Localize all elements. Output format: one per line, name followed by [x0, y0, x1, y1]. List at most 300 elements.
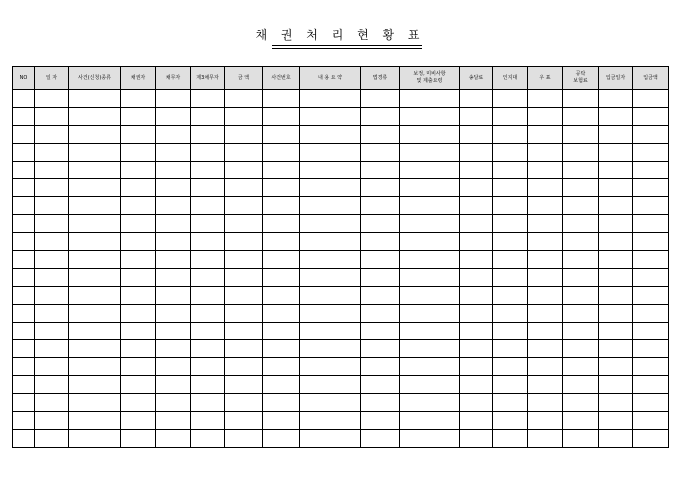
table-cell	[493, 268, 528, 286]
table-cell	[361, 340, 400, 358]
table-cell	[361, 90, 400, 108]
table-cell	[460, 251, 493, 269]
table-cell	[263, 233, 300, 251]
table-cell	[225, 251, 263, 269]
table-row	[13, 304, 669, 322]
col-header: 공탁 보험료	[563, 67, 599, 90]
table-cell	[191, 286, 225, 304]
table-cell	[263, 90, 300, 108]
table-cell	[563, 412, 599, 430]
table-cell	[460, 197, 493, 215]
table-row	[13, 179, 669, 197]
table-cell	[563, 268, 599, 286]
col-header: 사건번호	[263, 67, 300, 90]
table-cell	[633, 429, 669, 447]
table-cell	[69, 161, 121, 179]
table-cell	[156, 394, 191, 412]
table-cell	[13, 322, 35, 340]
table-cell	[263, 412, 300, 430]
table-cell	[121, 322, 156, 340]
table-cell	[460, 304, 493, 322]
table-cell	[263, 322, 300, 340]
table-cell	[599, 233, 633, 251]
table-row	[13, 197, 669, 215]
table-row	[13, 90, 669, 108]
table-cell	[263, 358, 300, 376]
table-cell	[400, 179, 460, 197]
table-cell	[263, 394, 300, 412]
table-cell	[69, 394, 121, 412]
table-cell	[191, 90, 225, 108]
table-row	[13, 429, 669, 447]
table-cell	[121, 251, 156, 269]
table-cell	[69, 322, 121, 340]
table-cell	[528, 161, 563, 179]
table-cell	[460, 179, 493, 197]
table-cell	[599, 251, 633, 269]
table-cell	[156, 233, 191, 251]
table-cell	[460, 376, 493, 394]
table-row	[13, 286, 669, 304]
table-cell	[400, 215, 460, 233]
table-cell	[35, 304, 69, 322]
col-header: 채권자	[121, 67, 156, 90]
table-cell	[633, 179, 669, 197]
table-cell	[69, 125, 121, 143]
table-cell	[361, 304, 400, 322]
table-cell	[35, 197, 69, 215]
table-cell	[300, 340, 361, 358]
table-cell	[528, 358, 563, 376]
table-cell	[599, 322, 633, 340]
table-cell	[69, 358, 121, 376]
table-cell	[13, 304, 35, 322]
col-header: 인지대	[493, 67, 528, 90]
table-cell	[633, 286, 669, 304]
table-cell	[400, 358, 460, 376]
table-cell	[300, 268, 361, 286]
table-cell	[300, 412, 361, 430]
table-cell	[563, 322, 599, 340]
table-cell	[300, 394, 361, 412]
table-cell	[300, 125, 361, 143]
table-cell	[121, 412, 156, 430]
table-cell	[69, 340, 121, 358]
table-cell	[361, 268, 400, 286]
table-cell	[191, 215, 225, 233]
table-cell	[528, 179, 563, 197]
table-cell	[528, 429, 563, 447]
table-row	[13, 251, 669, 269]
table-cell	[400, 340, 460, 358]
table-cell	[156, 161, 191, 179]
table-cell	[361, 394, 400, 412]
table-cell	[300, 90, 361, 108]
table-cell	[156, 251, 191, 269]
table-cell	[599, 90, 633, 108]
table-cell	[563, 143, 599, 161]
table-cell	[460, 286, 493, 304]
table-cell	[13, 143, 35, 161]
table-cell	[191, 143, 225, 161]
table-cell	[633, 268, 669, 286]
table-cell	[156, 125, 191, 143]
table-cell	[563, 233, 599, 251]
table-cell	[35, 215, 69, 233]
table-cell	[633, 161, 669, 179]
table-cell	[13, 179, 35, 197]
title-underline	[272, 45, 422, 46]
table-cell	[191, 125, 225, 143]
table-cell	[460, 107, 493, 125]
table-cell	[35, 179, 69, 197]
table-cell	[35, 161, 69, 179]
table-cell	[460, 215, 493, 233]
table-cell	[563, 90, 599, 108]
table-row	[13, 358, 669, 376]
table-cell	[300, 107, 361, 125]
table-cell	[156, 90, 191, 108]
table-cell	[35, 251, 69, 269]
table-cell	[528, 215, 563, 233]
table-cell	[493, 304, 528, 322]
table-cell	[263, 251, 300, 269]
table-cell	[13, 90, 35, 108]
table-cell	[493, 107, 528, 125]
table-cell	[13, 376, 35, 394]
table-cell	[35, 322, 69, 340]
table-cell	[599, 358, 633, 376]
table-cell	[69, 143, 121, 161]
table-cell	[191, 322, 225, 340]
table-cell	[361, 286, 400, 304]
table-cell	[633, 107, 669, 125]
table-row	[13, 125, 669, 143]
table-cell	[493, 251, 528, 269]
table-cell	[633, 90, 669, 108]
table-row	[13, 376, 669, 394]
table-cell	[121, 107, 156, 125]
table-cell	[599, 304, 633, 322]
table-cell	[633, 358, 669, 376]
table-cell	[225, 358, 263, 376]
page-title: 채 권 처 리 현 황 표	[255, 28, 425, 42]
table-cell	[69, 429, 121, 447]
table-cell	[121, 358, 156, 376]
table-cell	[35, 412, 69, 430]
table-cell	[35, 376, 69, 394]
table-cell	[633, 251, 669, 269]
table-cell	[563, 107, 599, 125]
table-cell	[528, 143, 563, 161]
col-header: 사건(신청)종류	[69, 67, 121, 90]
table-row	[13, 394, 669, 412]
table-cell	[156, 304, 191, 322]
table-cell	[225, 268, 263, 286]
table-cell	[35, 143, 69, 161]
table-cell	[493, 90, 528, 108]
table-cell	[400, 304, 460, 322]
table-cell	[493, 125, 528, 143]
table-cell	[13, 125, 35, 143]
table-cell	[225, 107, 263, 125]
table-cell	[225, 215, 263, 233]
table-cell	[563, 429, 599, 447]
table-cell	[191, 268, 225, 286]
table-cell	[69, 197, 121, 215]
table-cell	[13, 233, 35, 251]
table-cell	[633, 322, 669, 340]
table-cell	[528, 322, 563, 340]
table-cell	[599, 143, 633, 161]
table-cell	[460, 90, 493, 108]
table-cell	[69, 233, 121, 251]
table-cell	[156, 107, 191, 125]
table-cell	[400, 251, 460, 269]
table-cell	[156, 179, 191, 197]
table-cell	[633, 143, 669, 161]
table-cell	[528, 90, 563, 108]
table-cell	[263, 161, 300, 179]
table-cell	[13, 394, 35, 412]
title-double-underline	[272, 48, 422, 49]
table-cell	[13, 412, 35, 430]
table-cell	[633, 394, 669, 412]
table-cell	[400, 143, 460, 161]
table-cell	[528, 107, 563, 125]
table-cell	[493, 143, 528, 161]
table-cell	[300, 161, 361, 179]
table-cell	[121, 286, 156, 304]
table-cell	[121, 215, 156, 233]
table-cell	[69, 268, 121, 286]
table-header-row	[13, 67, 669, 90]
table-cell	[599, 161, 633, 179]
table-cell	[460, 161, 493, 179]
table-cell	[13, 358, 35, 376]
table-cell	[263, 376, 300, 394]
table-row	[13, 233, 669, 251]
table-cell	[121, 268, 156, 286]
table-cell	[156, 215, 191, 233]
table-cell	[528, 197, 563, 215]
table-cell	[400, 429, 460, 447]
table-cell	[156, 322, 191, 340]
table-cell	[225, 161, 263, 179]
col-header: 일 자	[35, 67, 69, 90]
col-header: 내 용 요 약	[300, 67, 361, 90]
table-cell	[156, 358, 191, 376]
table-cell	[156, 197, 191, 215]
table-cell	[13, 107, 35, 125]
table-cell	[400, 197, 460, 215]
table-cell	[225, 197, 263, 215]
table-cell	[300, 215, 361, 233]
table-cell	[35, 90, 69, 108]
table-cell	[460, 233, 493, 251]
table-cell	[121, 161, 156, 179]
table-cell	[263, 340, 300, 358]
table-cell	[156, 429, 191, 447]
table-cell	[69, 90, 121, 108]
table-cell	[563, 304, 599, 322]
table-cell	[599, 394, 633, 412]
table-cell	[13, 251, 35, 269]
table-cell	[528, 251, 563, 269]
table-cell	[263, 107, 300, 125]
table-cell	[400, 412, 460, 430]
table-cell	[35, 125, 69, 143]
table-cell	[528, 412, 563, 430]
table-cell	[361, 358, 400, 376]
table-cell	[69, 304, 121, 322]
table-cell	[528, 233, 563, 251]
table-cell	[121, 179, 156, 197]
table-cell	[225, 322, 263, 340]
col-header: NO	[13, 67, 35, 90]
table-cell	[191, 179, 225, 197]
table-cell	[156, 376, 191, 394]
table-row	[13, 268, 669, 286]
table-cell	[300, 322, 361, 340]
table-cell	[69, 251, 121, 269]
table-cell	[300, 143, 361, 161]
table-cell	[528, 376, 563, 394]
table-cell	[493, 233, 528, 251]
table-cell	[263, 197, 300, 215]
table-cell	[191, 197, 225, 215]
table-cell	[156, 340, 191, 358]
table-cell	[361, 179, 400, 197]
col-header: 입금일자	[599, 67, 633, 90]
table-cell	[563, 358, 599, 376]
table-cell	[121, 143, 156, 161]
table-cell	[225, 412, 263, 430]
table-cell	[156, 143, 191, 161]
table-cell	[493, 322, 528, 340]
table-cell	[225, 90, 263, 108]
table-cell	[599, 125, 633, 143]
table-cell	[361, 233, 400, 251]
table-cell	[400, 107, 460, 125]
table-cell	[225, 143, 263, 161]
table-cell	[121, 304, 156, 322]
col-header: 제3채무자	[191, 67, 225, 90]
table-cell	[361, 322, 400, 340]
table-cell	[528, 268, 563, 286]
table-cell	[225, 340, 263, 358]
table-cell	[460, 394, 493, 412]
table-cell	[121, 125, 156, 143]
table-cell	[191, 251, 225, 269]
table-cell	[563, 215, 599, 233]
table-cell	[300, 358, 361, 376]
table-cell	[633, 340, 669, 358]
table-cell	[493, 412, 528, 430]
col-header: 입금액	[633, 67, 669, 90]
table-body	[13, 90, 669, 448]
table-cell	[225, 125, 263, 143]
table-cell	[225, 286, 263, 304]
table-cell	[599, 286, 633, 304]
table-cell	[361, 161, 400, 179]
table-cell	[225, 376, 263, 394]
table-cell	[460, 322, 493, 340]
table-cell	[300, 251, 361, 269]
table-cell	[633, 233, 669, 251]
col-header: 법경류	[361, 67, 400, 90]
table-cell	[493, 179, 528, 197]
table-cell	[35, 358, 69, 376]
table-cell	[361, 125, 400, 143]
table-cell	[633, 412, 669, 430]
table-cell	[460, 268, 493, 286]
table-cell	[528, 286, 563, 304]
table-cell	[300, 304, 361, 322]
table-cell	[361, 143, 400, 161]
table-cell	[563, 376, 599, 394]
table-row	[13, 322, 669, 340]
table-cell	[13, 215, 35, 233]
table-cell	[191, 340, 225, 358]
table-cell	[225, 394, 263, 412]
table-cell	[121, 197, 156, 215]
table-cell	[361, 376, 400, 394]
col-header: 금 액	[225, 67, 263, 90]
table-cell	[493, 429, 528, 447]
table-cell	[599, 215, 633, 233]
table-cell	[563, 394, 599, 412]
table-cell	[35, 340, 69, 358]
table-cell	[13, 197, 35, 215]
table-cell	[460, 125, 493, 143]
table-cell	[121, 376, 156, 394]
table-row	[13, 107, 669, 125]
table-cell	[263, 143, 300, 161]
table-cell	[191, 107, 225, 125]
table-cell	[528, 340, 563, 358]
table-cell	[563, 286, 599, 304]
table-cell	[300, 197, 361, 215]
table-cell	[263, 268, 300, 286]
table-cell	[493, 358, 528, 376]
table-row	[13, 412, 669, 430]
table-cell	[69, 412, 121, 430]
table-cell	[563, 340, 599, 358]
table-cell	[121, 429, 156, 447]
table-cell	[121, 340, 156, 358]
table-cell	[300, 179, 361, 197]
table-cell	[263, 286, 300, 304]
table-cell	[493, 161, 528, 179]
table-cell	[528, 125, 563, 143]
table-cell	[35, 286, 69, 304]
table-cell	[460, 429, 493, 447]
table-cell	[361, 429, 400, 447]
table-row	[13, 340, 669, 358]
table-cell	[493, 376, 528, 394]
table-cell	[191, 376, 225, 394]
table-cell	[13, 286, 35, 304]
table-cell	[225, 429, 263, 447]
table-cell	[13, 161, 35, 179]
table-cell	[400, 322, 460, 340]
table-cell	[563, 179, 599, 197]
col-header: 보정, 미비사항 및 제출요령	[400, 67, 460, 90]
table-cell	[300, 233, 361, 251]
table-cell	[633, 215, 669, 233]
table-cell	[191, 304, 225, 322]
